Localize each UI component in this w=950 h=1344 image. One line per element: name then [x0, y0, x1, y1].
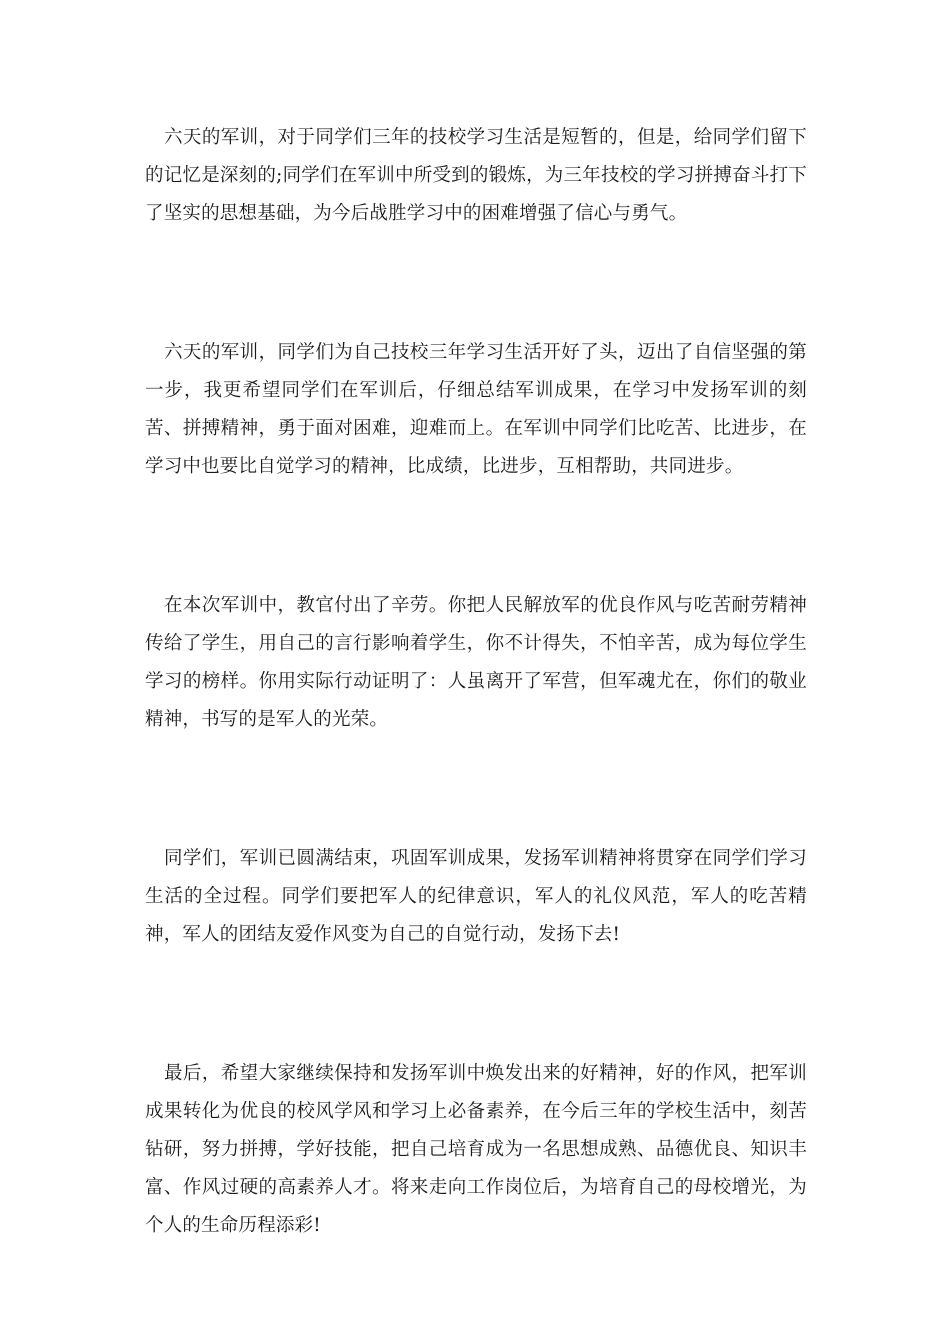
- document-body: [145, 119, 807, 1245]
- paragraph-4: 同学们，军训已圆满结束，巩固军训成果，发扬军训精神将贯穿在同学们学习生活的全过程。同学们要把军人的纪律意识，军人的礼仪风范，军人的吃苦精神，军人的团结友爱作风变为自己的自觉行动，发扬下去!: [145, 848, 807, 945]
- paragraph-5: 最后，希望大家继续保持和发扬军训中焕发出来的好精神，好的作风，把军训成果转化为优良的校风学风和学习上必备素养，在今后三年的学校生活中，刻苦钻研，努力拼搏，学好技能，把自己培育成为一名思想成熟、品德优良、知识丰富、作风过硬的高素养人才。将来走向工作岗位后，为培育自己的母校增光，为个人的生命历程添彩!: [145, 1063, 807, 1236]
- paragraph-2: 六天的军训，同学们为自己技校三年学习生活开好了头，迈出了自信坚强的第一步，我更希望同学们在军训后，仔细总结军训成果，在学习中发扬军训的刻苦、拼搏精神，勇于面对困难，迎难而上。在军训中同学们比吃苦、比进步，在学习中也要比自觉学习的精神，比成绩，比进步，互相帮助，共同进步。: [145, 342, 807, 477]
- paragraph-3: 在本次军训中，教官付出了辛劳。你把人民解放军的优良作风与吃苦耐劳精神传给了学生，用自己的言行影响着学生，你不计得失，不怕辛苦，成为每位学生学习的榜样。你用实际行动证明了：人虽离开了军营，但军魂尤在，你们的敬业精神，书写的是军人的光荣。: [145, 595, 807, 730]
- paragraph-1: 六天的军训，对于同学们三年的技校学习生活是短暂的，但是，给同学们留下的记忆是深刻的;同学们在军训中所受到的锻炼，为三年技校的学习拼搏奋斗打下了坚实的思想基础，为今后战胜学习中的困难增强了信心与勇气。: [145, 127, 807, 224]
